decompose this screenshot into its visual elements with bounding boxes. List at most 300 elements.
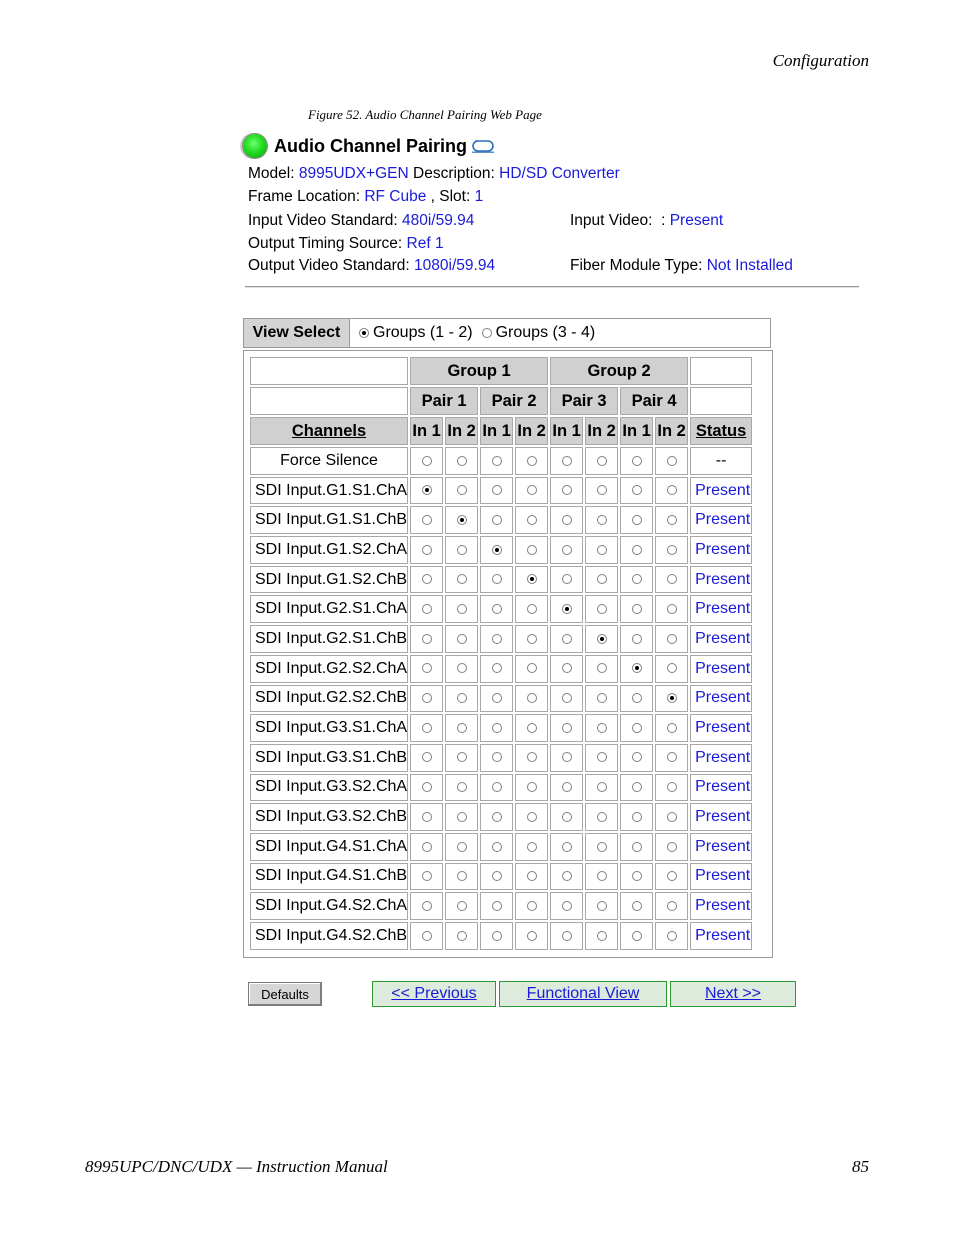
channel-radio[interactable]	[457, 663, 467, 673]
next-button[interactable]: Next >>	[670, 981, 796, 1007]
channel-radio[interactable]	[457, 752, 467, 762]
channel-radio[interactable]	[492, 574, 502, 584]
radio-cell	[585, 506, 618, 534]
channel-radio[interactable]	[562, 901, 572, 911]
radio-cell	[655, 744, 688, 772]
channel-radio[interactable]	[492, 842, 502, 852]
channel-radio[interactable]	[562, 723, 572, 733]
channel-row	[250, 922, 752, 950]
channel-radio[interactable]	[597, 485, 607, 495]
channel-radio[interactable]	[527, 693, 537, 703]
radio-cell	[445, 863, 478, 891]
channel-radio[interactable]	[632, 545, 642, 555]
view-option-label: Groups (3 - 4)	[495, 324, 596, 341]
status-value: Present	[690, 566, 752, 594]
channel-radio[interactable]	[597, 604, 607, 614]
channel-radio[interactable]	[562, 812, 572, 822]
channel-radio[interactable]	[597, 723, 607, 733]
input-header: In 2	[515, 417, 548, 445]
frame-location-label: Frame Location:	[248, 188, 360, 205]
blank-cell	[690, 387, 752, 415]
status-value: Present	[690, 744, 752, 772]
channel-radio[interactable]	[597, 545, 607, 555]
status-value: Present	[690, 655, 752, 683]
channel-radio[interactable]	[562, 574, 572, 584]
input-header: In 2	[585, 417, 618, 445]
channel-radio[interactable]	[492, 485, 502, 495]
channel-name: SDI Input.G3.S1.ChA	[250, 714, 408, 742]
channel-radio[interactable]	[527, 901, 537, 911]
radio-cell	[410, 744, 443, 772]
channel-radio[interactable]	[562, 663, 572, 673]
channel-radio[interactable]	[562, 545, 572, 555]
radio-cell	[515, 595, 548, 623]
channel-name: SDI Input.G1.S1.ChB	[250, 506, 408, 534]
output-video-standard-line	[248, 257, 495, 275]
radio-cell	[445, 595, 478, 623]
channel-radio[interactable]	[492, 931, 502, 941]
channel-radio[interactable]	[457, 871, 467, 881]
channel-name: SDI Input.G1.S2.ChB	[250, 566, 408, 594]
pair-header: Pair 4	[620, 387, 688, 415]
channel-radio[interactable]	[492, 604, 502, 614]
channel-radio[interactable]	[492, 901, 502, 911]
channel-radio[interactable]	[597, 752, 607, 762]
radio-cell	[480, 595, 513, 623]
channel-row	[250, 863, 752, 891]
divider	[245, 286, 859, 288]
channel-radio[interactable]	[667, 485, 677, 495]
channel-radio[interactable]	[457, 604, 467, 614]
radio-cell	[585, 566, 618, 594]
radio-cell	[445, 714, 478, 742]
channel-radio[interactable]	[492, 812, 502, 822]
channel-radio[interactable]	[597, 842, 607, 852]
channel-radio[interactable]	[457, 485, 467, 495]
channel-row	[250, 685, 752, 713]
channel-radio[interactable]	[667, 782, 677, 792]
radio-cell	[655, 863, 688, 891]
channel-radio[interactable]	[527, 782, 537, 792]
radio-cell	[550, 506, 583, 534]
radio-cell	[445, 566, 478, 594]
radio-cell	[550, 833, 583, 861]
channel-row	[250, 536, 752, 564]
channel-radio[interactable]	[527, 634, 537, 644]
channel-radio[interactable]	[422, 782, 432, 792]
radio-groups-3-4[interactable]	[482, 328, 492, 338]
channel-row	[250, 566, 752, 594]
radio-cell	[585, 536, 618, 564]
channel-name: SDI Input.G1.S1.ChA	[250, 477, 408, 505]
channel-radio[interactable]	[527, 842, 537, 852]
pair-header: Pair 3	[550, 387, 618, 415]
radio-cell	[410, 922, 443, 950]
radio-cell	[655, 566, 688, 594]
radio-cell	[515, 892, 548, 920]
group-header: Group 2	[550, 357, 688, 385]
status-value: Present	[690, 595, 752, 623]
channel-radio[interactable]	[422, 634, 432, 644]
radio-cell	[550, 566, 583, 594]
radio-cell	[515, 714, 548, 742]
radio-cell	[585, 477, 618, 505]
channel-radio[interactable]	[562, 515, 572, 525]
channel-radio[interactable]	[667, 931, 677, 941]
channel-name: SDI Input.G2.S2.ChA	[250, 655, 408, 683]
channel-radio[interactable]	[422, 931, 432, 941]
input-video-standard-value: 480i/59.94	[401, 212, 475, 229]
radio-cell	[620, 477, 653, 505]
channel-radio[interactable]	[492, 545, 502, 555]
channel-radio[interactable]	[527, 723, 537, 733]
radio-cell	[515, 774, 548, 802]
radio-cell	[480, 566, 513, 594]
radio-cell	[585, 655, 618, 683]
channel-radio[interactable]	[632, 812, 642, 822]
channel-name: SDI Input.G3.S2.ChA	[250, 774, 408, 802]
channels-header-link[interactable]: Channels	[291, 421, 367, 440]
channel-radio[interactable]	[492, 515, 502, 525]
input-video-standard-line	[248, 212, 474, 230]
channel-radio[interactable]	[527, 871, 537, 881]
channel-radio[interactable]	[562, 842, 572, 852]
channel-radio[interactable]	[422, 485, 432, 495]
channel-radio[interactable]	[527, 812, 537, 822]
channel-radio[interactable]	[632, 782, 642, 792]
channel-radio[interactable]	[632, 574, 642, 584]
radio-cell	[655, 803, 688, 831]
channel-row	[250, 625, 752, 653]
channel-radio[interactable]	[562, 485, 572, 495]
radio-cell	[410, 447, 443, 475]
status-value: Present	[690, 892, 752, 920]
channel-radio[interactable]	[457, 842, 467, 852]
radio-cell	[410, 863, 443, 891]
radio-cell	[410, 803, 443, 831]
channel-radio[interactable]	[597, 634, 607, 644]
channel-radio[interactable]	[667, 545, 677, 555]
radio-cell	[585, 595, 618, 623]
channel-radio[interactable]	[492, 634, 502, 644]
channel-radio[interactable]	[492, 782, 502, 792]
channel-radio[interactable]	[527, 604, 537, 614]
radio-cell	[620, 892, 653, 920]
radio-cell	[480, 506, 513, 534]
frame-location-line	[248, 188, 483, 206]
view-option-groups-1-2[interactable]	[359, 319, 473, 347]
radio-cell	[655, 625, 688, 653]
refresh-icon[interactable]	[472, 139, 494, 153]
channel-radio[interactable]	[667, 812, 677, 822]
channel-radio[interactable]	[597, 574, 607, 584]
radio-cell	[620, 595, 653, 623]
channel-radio[interactable]	[457, 693, 467, 703]
channel-name: SDI Input.G3.S1.ChB	[250, 744, 408, 772]
radio-cell	[585, 803, 618, 831]
channel-radio[interactable]	[422, 723, 432, 733]
channel-radio[interactable]	[667, 871, 677, 881]
status-header-link[interactable]: Status	[695, 421, 747, 440]
channel-radio[interactable]	[632, 723, 642, 733]
radio-cell	[480, 774, 513, 802]
channel-radio[interactable]	[562, 693, 572, 703]
radio-cell	[550, 536, 583, 564]
channel-radio[interactable]	[667, 663, 677, 673]
channel-name: SDI Input.G2.S1.ChB	[250, 625, 408, 653]
slot-value: 1	[474, 188, 484, 205]
channel-radio[interactable]	[562, 752, 572, 762]
channel-radio[interactable]	[562, 931, 572, 941]
channel-radio[interactable]	[422, 574, 432, 584]
radio-cell	[550, 892, 583, 920]
radio-cell	[480, 744, 513, 772]
channel-radio[interactable]	[667, 723, 677, 733]
channel-name: Force Silence	[250, 447, 408, 475]
radio-cell	[480, 863, 513, 891]
channel-radio[interactable]	[562, 871, 572, 881]
input-video-value: Present	[669, 212, 724, 229]
status-value: Present	[690, 685, 752, 713]
radio-cell	[585, 625, 618, 653]
radio-cell	[655, 447, 688, 475]
channel-radio[interactable]	[632, 871, 642, 881]
radio-cell	[480, 922, 513, 950]
radio-cell	[655, 477, 688, 505]
radio-cell	[410, 655, 443, 683]
radio-cell	[445, 685, 478, 713]
output-video-standard-value: 1080i/59.94	[414, 257, 496, 274]
fiber-module-type-value: Not Installed	[706, 257, 793, 274]
input-video-sep: :	[661, 212, 666, 229]
channel-name: SDI Input.G1.S2.ChA	[250, 536, 408, 564]
radio-cell	[655, 536, 688, 564]
green-led-icon	[243, 134, 267, 158]
radio-cell	[515, 833, 548, 861]
radio-cell	[620, 922, 653, 950]
channel-name: SDI Input.G2.S2.ChB	[250, 685, 408, 713]
radio-cell	[515, 922, 548, 950]
radio-cell	[620, 506, 653, 534]
radio-cell	[445, 744, 478, 772]
radio-cell	[515, 536, 548, 564]
pair-header: Pair 2	[480, 387, 548, 415]
radio-cell	[445, 477, 478, 505]
radio-groups-1-2[interactable]	[359, 328, 369, 338]
channel-radio[interactable]	[492, 723, 502, 733]
radio-cell	[585, 863, 618, 891]
radio-cell	[550, 744, 583, 772]
radio-cell	[445, 922, 478, 950]
channel-radio[interactable]	[422, 901, 432, 911]
channel-radio[interactable]	[422, 604, 432, 614]
channel-radio[interactable]	[597, 931, 607, 941]
channel-radio[interactable]	[527, 456, 537, 466]
channel-radio[interactable]	[667, 901, 677, 911]
status-value: Present	[690, 774, 752, 802]
view-option-groups-3-4[interactable]	[482, 319, 596, 347]
channel-radio[interactable]	[597, 901, 607, 911]
channel-radio[interactable]	[422, 842, 432, 852]
channel-radio[interactable]	[632, 693, 642, 703]
channel-radio[interactable]	[632, 485, 642, 495]
functional-view-button[interactable]: Functional View	[499, 981, 667, 1007]
channel-radio[interactable]	[527, 545, 537, 555]
radio-cell	[515, 803, 548, 831]
channel-radio[interactable]	[562, 456, 572, 466]
channel-radio[interactable]	[422, 693, 432, 703]
radio-cell	[480, 625, 513, 653]
channel-radio[interactable]	[597, 812, 607, 822]
channel-radio[interactable]	[562, 782, 572, 792]
channel-radio[interactable]	[527, 663, 537, 673]
output-timing-source-line	[248, 235, 444, 253]
input-header: In 2	[655, 417, 688, 445]
channel-radio[interactable]	[492, 752, 502, 762]
channel-radio[interactable]	[667, 604, 677, 614]
channel-radio[interactable]	[457, 812, 467, 822]
radio-cell	[410, 536, 443, 564]
group-header: Group 1	[410, 357, 548, 385]
channel-radio[interactable]	[457, 545, 467, 555]
radio-cell	[410, 714, 443, 742]
channel-radio[interactable]	[667, 515, 677, 525]
channel-radio[interactable]	[457, 723, 467, 733]
radio-cell	[445, 892, 478, 920]
channel-radio[interactable]	[457, 456, 467, 466]
channel-radio[interactable]	[527, 574, 537, 584]
channel-radio[interactable]	[667, 574, 677, 584]
channel-radio[interactable]	[422, 545, 432, 555]
channel-row	[250, 477, 752, 505]
radio-cell	[550, 803, 583, 831]
channel-radio[interactable]	[667, 842, 677, 852]
status-value: Present	[690, 714, 752, 742]
channel-radio[interactable]	[667, 752, 677, 762]
defaults-button[interactable]: Defaults	[248, 982, 322, 1006]
radio-cell	[620, 625, 653, 653]
radio-cell	[550, 447, 583, 475]
channel-radio[interactable]	[492, 456, 502, 466]
channel-radio[interactable]	[667, 634, 677, 644]
channel-radio[interactable]	[562, 634, 572, 644]
channel-radio[interactable]	[632, 515, 642, 525]
channel-radio[interactable]	[457, 634, 467, 644]
radio-cell	[585, 922, 618, 950]
channel-radio[interactable]	[632, 842, 642, 852]
radio-cell	[550, 685, 583, 713]
channel-radio[interactable]	[527, 752, 537, 762]
channel-radio[interactable]	[422, 456, 432, 466]
channel-radio[interactable]	[422, 812, 432, 822]
slot-label: , Slot:	[430, 188, 471, 205]
channel-radio[interactable]	[632, 752, 642, 762]
channel-radio[interactable]	[527, 485, 537, 495]
radio-cell	[515, 685, 548, 713]
channel-name: SDI Input.G4.S1.ChB	[250, 863, 408, 891]
channel-radio[interactable]	[527, 515, 537, 525]
channel-radio[interactable]	[422, 663, 432, 673]
channel-radio[interactable]	[422, 871, 432, 881]
channel-radio[interactable]	[632, 931, 642, 941]
radio-cell	[480, 833, 513, 861]
radio-cell	[410, 892, 443, 920]
channels-header[interactable]	[250, 417, 408, 445]
radio-cell	[655, 595, 688, 623]
channel-radio[interactable]	[597, 515, 607, 525]
previous-button[interactable]: << Previous	[372, 981, 496, 1007]
channel-row	[250, 803, 752, 831]
radio-cell	[550, 714, 583, 742]
radio-cell	[515, 566, 548, 594]
channel-radio[interactable]	[562, 604, 572, 614]
radio-cell	[620, 566, 653, 594]
fiber-module-type-label: Fiber Module Type:	[570, 257, 703, 274]
input-video-label: Input Video:	[570, 212, 653, 229]
channel-radio[interactable]	[597, 663, 607, 673]
channel-radio[interactable]	[632, 901, 642, 911]
radio-cell	[515, 863, 548, 891]
channel-radio[interactable]	[632, 456, 642, 466]
channel-radio[interactable]	[632, 663, 642, 673]
radio-cell	[550, 922, 583, 950]
radio-cell	[585, 892, 618, 920]
input-header: In 1	[480, 417, 513, 445]
radio-cell	[410, 595, 443, 623]
description-value: HD/SD Converter	[499, 165, 620, 182]
channel-radio[interactable]	[597, 782, 607, 792]
radio-cell	[445, 655, 478, 683]
channel-radio[interactable]	[632, 604, 642, 614]
status-value: Present	[690, 477, 752, 505]
channel-name: SDI Input.G3.S2.ChB	[250, 803, 408, 831]
channel-radio[interactable]	[597, 871, 607, 881]
channel-radio[interactable]	[632, 634, 642, 644]
channel-radio[interactable]	[667, 456, 677, 466]
channel-radio[interactable]	[597, 693, 607, 703]
channel-name: SDI Input.G2.S1.ChA	[250, 595, 408, 623]
radio-cell	[655, 922, 688, 950]
channel-radio[interactable]	[492, 663, 502, 673]
radio-cell	[480, 477, 513, 505]
status-header[interactable]	[690, 417, 752, 445]
radio-cell	[445, 536, 478, 564]
radio-cell	[410, 833, 443, 861]
radio-cell	[655, 833, 688, 861]
channel-radio[interactable]	[492, 693, 502, 703]
channel-radio[interactable]	[422, 515, 432, 525]
channel-radio[interactable]	[457, 515, 467, 525]
status-value: Present	[690, 863, 752, 891]
channel-radio[interactable]	[422, 752, 432, 762]
channel-radio[interactable]	[492, 871, 502, 881]
channel-radio[interactable]	[457, 574, 467, 584]
radio-cell	[480, 447, 513, 475]
radio-cell	[480, 803, 513, 831]
channel-radio[interactable]	[457, 782, 467, 792]
radio-cell	[620, 803, 653, 831]
radio-cell	[410, 506, 443, 534]
channel-radio[interactable]	[527, 931, 537, 941]
radio-cell	[445, 833, 478, 861]
channel-radio[interactable]	[597, 456, 607, 466]
channel-radio[interactable]	[457, 901, 467, 911]
status-value: Present	[690, 506, 752, 534]
view-option-label: Groups (1 - 2)	[373, 324, 473, 341]
blank-cell	[250, 357, 408, 385]
channel-radio[interactable]	[457, 931, 467, 941]
channel-radio[interactable]	[667, 693, 677, 703]
